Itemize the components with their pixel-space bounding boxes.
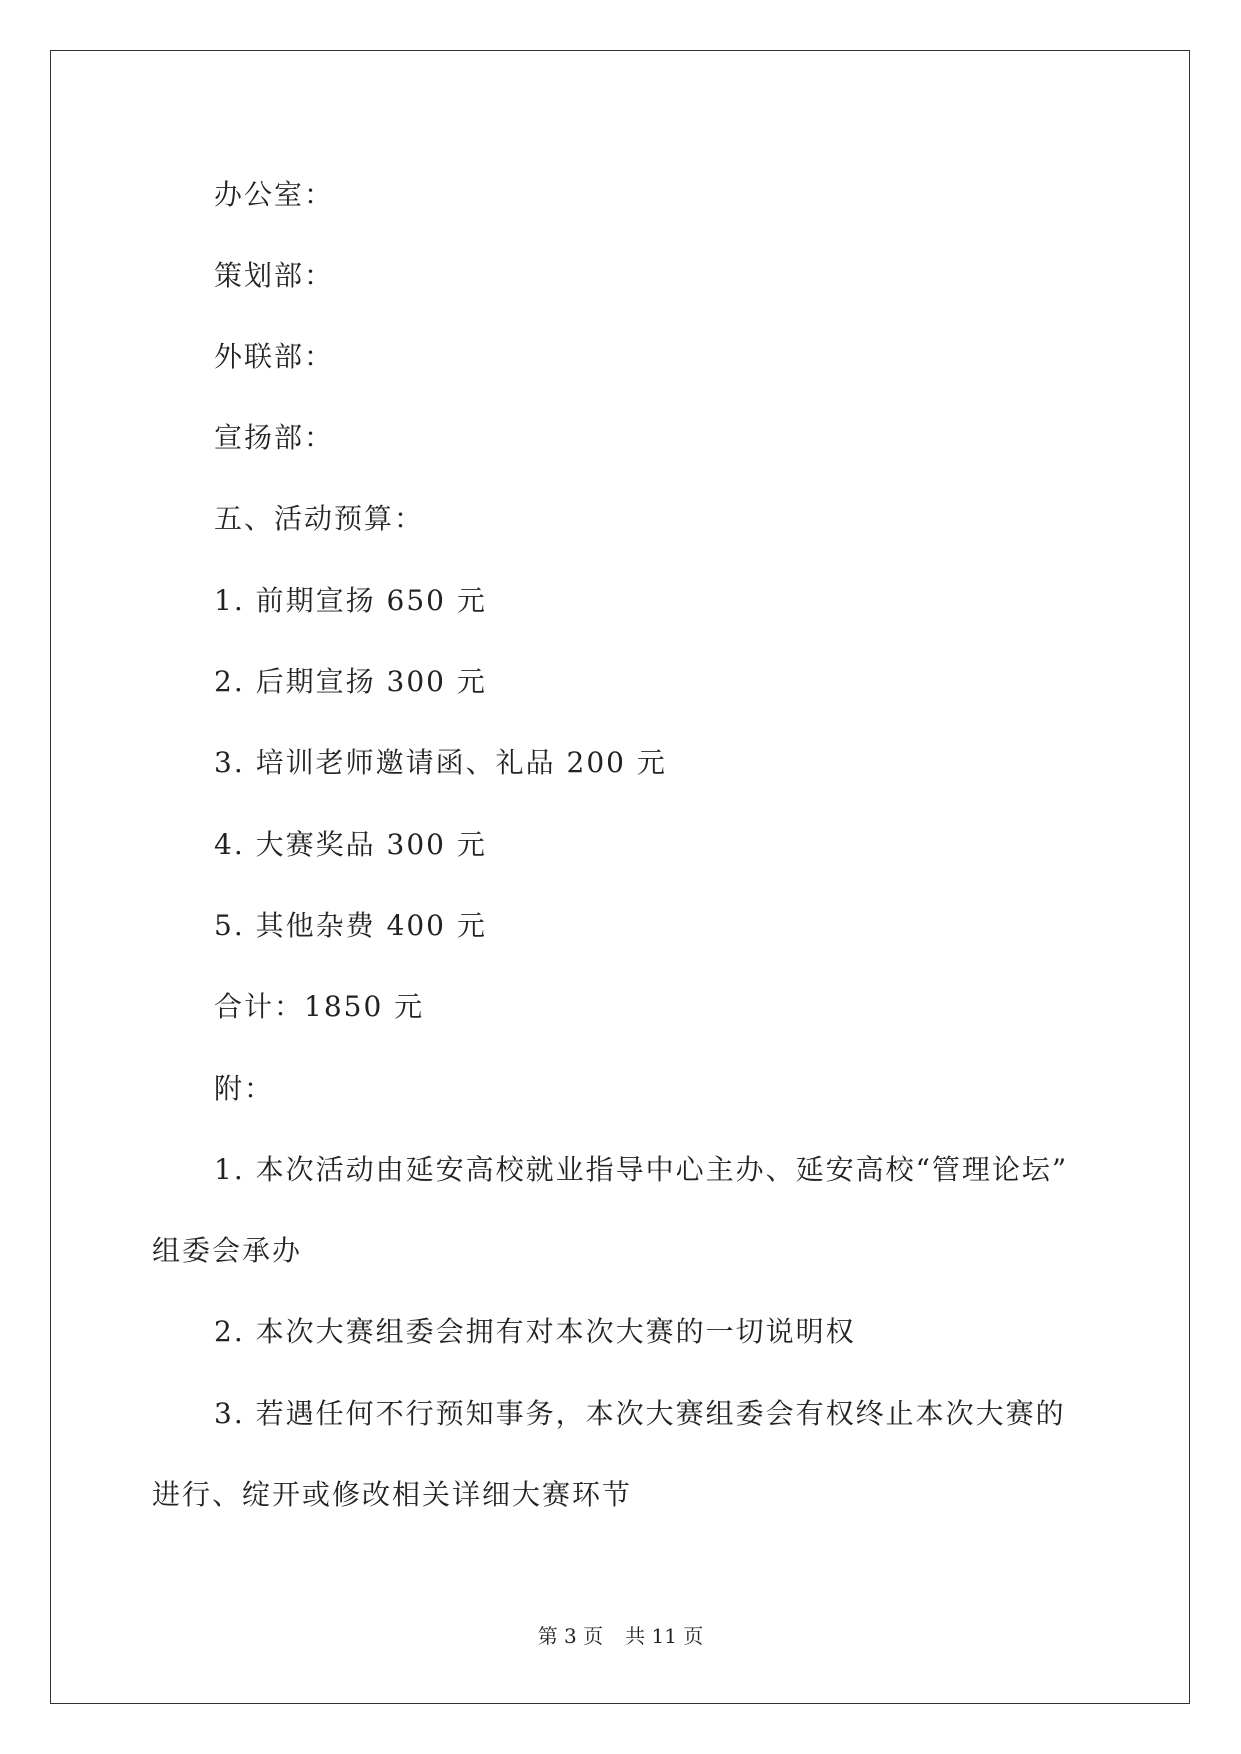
page-total: 共 11 页 bbox=[625, 1624, 704, 1648]
budget-total: 合计：1850 元 bbox=[214, 990, 425, 1023]
budget-item-1: 1. 前期宣扬 650 元 bbox=[214, 584, 487, 617]
external-relations-line: 外联部： bbox=[214, 340, 335, 373]
appendix-item-2: 2. 本次大赛组委会拥有对本次大赛的一切说明权 bbox=[214, 1315, 856, 1348]
budget-item-3: 3. 培训老师邀请函、礼品 200 元 bbox=[214, 746, 667, 779]
appendix-item-1: 1. 本次活动由延安高校就业指导中心主办、延安高校“管理论坛” bbox=[214, 1153, 1069, 1186]
page-footer bbox=[0, 1622, 1241, 1650]
appendix-item-1-continued: 组委会承办 bbox=[152, 1234, 303, 1267]
appendix-item-3-continued: 进行、绽开或修改相关详细大赛环节 bbox=[152, 1478, 633, 1511]
budget-item-4: 4. 大赛奖品 300 元 bbox=[214, 828, 487, 861]
budget-item-5: 5. 其他杂费 400 元 bbox=[214, 909, 487, 942]
section-heading-budget: 五、活动预算： bbox=[214, 502, 425, 535]
budget-item-2: 2. 后期宣扬 300 元 bbox=[214, 665, 487, 698]
appendix-item-3: 3. 若遇任何不行预知事务，本次大赛组委会有权终止本次大赛的 bbox=[214, 1397, 1066, 1430]
page-number: 第 3 页 bbox=[537, 1624, 604, 1648]
page-frame bbox=[50, 50, 1190, 1704]
planning-dept-line: 策划部： bbox=[214, 259, 335, 292]
appendix-heading: 附： bbox=[214, 1072, 275, 1105]
office-line: 办公室： bbox=[214, 178, 335, 211]
publicity-dept-line: 宣扬部： bbox=[214, 421, 335, 454]
